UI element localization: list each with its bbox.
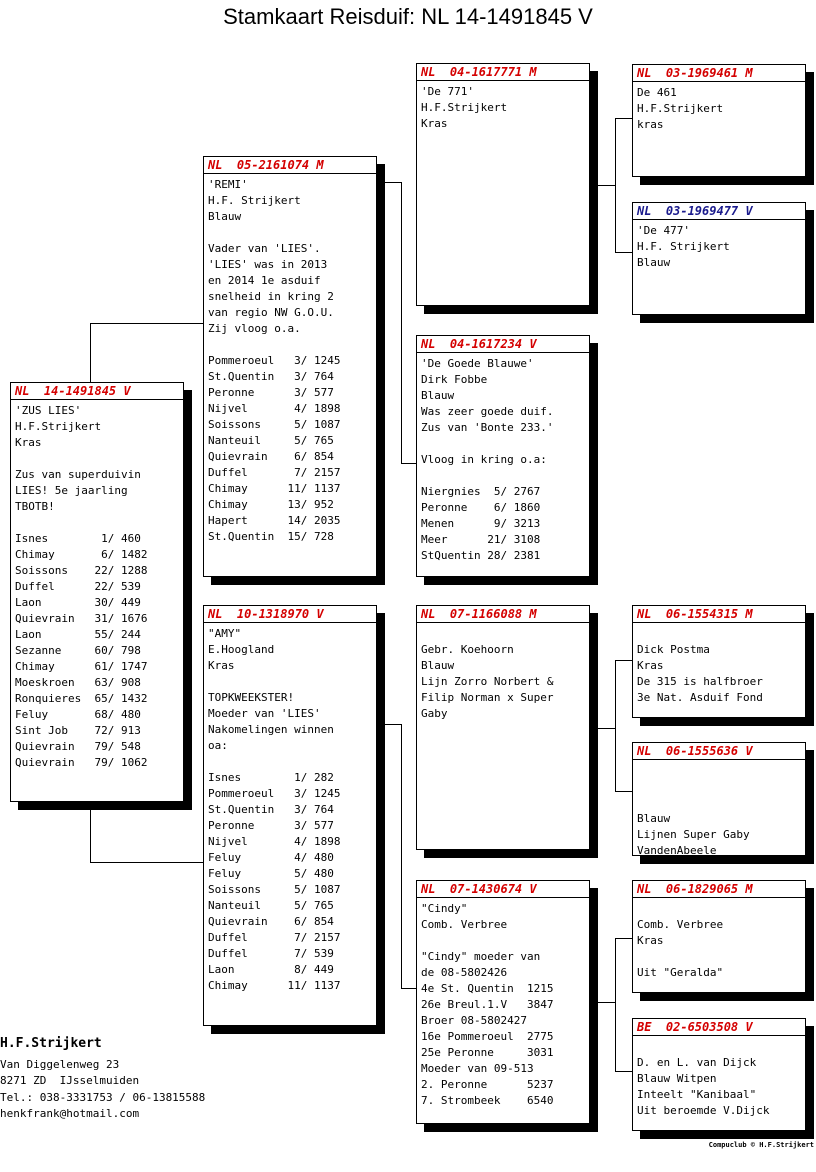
- card-line: Chimay 6/ 1482: [15, 548, 148, 561]
- card-line: Feluy 68/ 480: [15, 708, 141, 721]
- pigeon-card-father-father: [416, 63, 590, 306]
- card-line: 'REMI': [208, 178, 248, 191]
- card-line: kras: [637, 118, 664, 131]
- card-line: [15, 515, 179, 531]
- card-line: Blauw: [208, 210, 242, 223]
- card-line: Comb. Verbree: [421, 918, 508, 931]
- ring-number: NL 04-1617771 M: [417, 65, 589, 81]
- pigeon-card-mother-mother: [416, 880, 590, 1124]
- card-body: [204, 174, 376, 548]
- card-line: Ronquieres 65/ 1432: [15, 692, 148, 705]
- card-line: de 08-5802426: [421, 966, 508, 979]
- ring-number: NL 06-1555636 V: [633, 744, 805, 760]
- card-line: Quievrain 79/ 1062: [15, 756, 148, 769]
- card-line: Kras: [637, 934, 664, 947]
- card-line: Zus van 'Bonte 233.': [421, 421, 554, 434]
- card-line: Chimay 13/ 952: [208, 498, 334, 511]
- card-line: 'LIES' was in 2013: [208, 258, 328, 271]
- card-line: Hapert 14/ 2035: [208, 514, 341, 527]
- connector: [401, 182, 402, 464]
- card-line: "AMY": [208, 627, 242, 640]
- card-line: Blauw: [421, 659, 455, 672]
- card-line: Comb. Verbree: [637, 918, 724, 931]
- card-line: Quievrain 31/ 1676: [15, 612, 148, 625]
- card-line: Dirk Fobbe: [421, 373, 488, 386]
- card-body: [633, 1036, 805, 1122]
- card-line: [637, 949, 801, 965]
- pigeon-card-mmm: [632, 1018, 806, 1131]
- card-line: Nijvel 4/ 1898: [208, 402, 341, 415]
- card-line: Duffel 7/ 2157: [208, 931, 341, 944]
- card-line: 'De 477': [637, 224, 690, 237]
- card-line: Broer 08-5802427: [421, 1014, 527, 1027]
- card-line: 4e St. Quentin 1215: [421, 982, 554, 995]
- card-line: Was zeer goede duif.: [421, 405, 554, 418]
- connector: [615, 252, 632, 253]
- card-line: Chimay 61/ 1747: [15, 660, 148, 673]
- card-line: TOPKWEEKSTER!: [208, 691, 295, 704]
- card-line: [208, 337, 372, 353]
- owner-postcode: 8271 ZD IJsselmuiden: [0, 1074, 140, 1087]
- card-line: Peronne 3/ 577: [208, 386, 334, 399]
- card-line: [637, 795, 801, 811]
- card-body: [417, 353, 589, 567]
- card-line: Zij vloog o.a.: [208, 322, 301, 335]
- pigeon-card-father: [203, 156, 377, 577]
- card-line: 'De 771': [421, 85, 474, 98]
- card-line: 'ZUS LIES': [15, 404, 82, 417]
- card-line: Niergnies 5/ 2767: [421, 485, 541, 498]
- card-line: Vloog in kring o.a:: [421, 453, 547, 466]
- card-body: [633, 760, 805, 856]
- card-line: [421, 933, 585, 949]
- card-line: Uit "Geralda": [637, 966, 724, 979]
- ring-number: NL 07-1430674 V: [417, 882, 589, 898]
- card-body: [417, 898, 589, 1112]
- card-line: snelheid in kring 2: [208, 290, 334, 303]
- card-line: Zus van superduivin: [15, 468, 141, 481]
- card-line: [637, 901, 801, 917]
- ring-number: BE 02-6503508 V: [633, 1020, 805, 1036]
- card-line: 7. Strombeek 6540: [421, 1094, 554, 1107]
- card-line: Nanteuil 5/ 765: [208, 434, 334, 447]
- pigeon-card-mother: [203, 605, 377, 1026]
- card-line: [208, 674, 372, 690]
- card-line: Quievrain 6/ 854: [208, 450, 334, 463]
- card-line: Meer 21/ 3108: [421, 533, 541, 546]
- card-line: E.Hoogland: [208, 643, 275, 656]
- card-body: [633, 898, 805, 984]
- card-line: Duffel 7/ 2157: [208, 466, 341, 479]
- card-line: Quievrain 79/ 548: [15, 740, 141, 753]
- card-line: Sint Job 72/ 913: [15, 724, 141, 737]
- connector: [401, 463, 416, 464]
- card-line: H.F. Strijkert: [637, 240, 730, 253]
- card-line: 3e Nat. Asduif Fond: [637, 691, 763, 704]
- card-line: Uit beroemde V.Dijck: [637, 1104, 770, 1117]
- connector: [598, 185, 616, 186]
- card-line: Lijn Zorro Norbert &: [421, 675, 554, 688]
- connector: [615, 791, 632, 792]
- card-line: TBOTB!: [15, 500, 55, 513]
- connector: [90, 323, 203, 324]
- card-line: Peronne 3/ 577: [208, 819, 334, 832]
- card-line: [15, 451, 179, 467]
- card-line: en 2014 1e asduif: [208, 274, 321, 287]
- ring-number: NL 04-1617234 V: [417, 337, 589, 353]
- card-line: [637, 779, 801, 795]
- ring-number: NL 03-1969477 V: [633, 204, 805, 220]
- card-body: [633, 220, 805, 274]
- owner-name: H.F.Strijkert: [0, 1036, 102, 1051]
- connector: [615, 660, 632, 661]
- card-line: "Cindy" moeder van: [421, 950, 541, 963]
- ring-number: NL 14-1491845 V: [11, 384, 183, 400]
- card-line: Blauw: [637, 812, 671, 825]
- ring-number: NL 06-1829065 M: [633, 882, 805, 898]
- card-line: [637, 626, 801, 642]
- card-line: [421, 468, 585, 484]
- owner-phone: Tel.: 038-3331753 / 06-13815588: [0, 1090, 206, 1104]
- owner-address: Van Diggelenweg 23: [0, 1057, 120, 1071]
- card-body: [11, 400, 183, 774]
- card-line: Quievrain 6/ 854: [208, 915, 334, 928]
- card-body: [633, 82, 805, 136]
- card-line: [421, 626, 585, 642]
- card-line: [637, 763, 801, 779]
- card-line: Soissons 5/ 1087: [208, 418, 341, 431]
- card-line: Soissons 5/ 1087: [208, 883, 341, 896]
- card-line: [208, 225, 372, 241]
- connector: [615, 118, 632, 119]
- card-line: De 461: [637, 86, 677, 99]
- card-line: St.Quentin 3/ 764: [208, 370, 334, 383]
- card-line: Chimay 11/ 1137: [208, 979, 341, 992]
- connector: [385, 182, 402, 183]
- connector: [90, 862, 203, 863]
- pigeon-card-ffm: [632, 202, 806, 315]
- card-line: Gebr. Koehoorn: [421, 643, 514, 656]
- connector: [385, 724, 402, 725]
- card-body: [417, 81, 589, 135]
- card-line: Sezanne 60/ 798: [15, 644, 141, 657]
- card-line: 25e Peronne 3031: [421, 1046, 554, 1059]
- owner-info: [0, 1036, 205, 1123]
- card-line: Duffel 7/ 539: [208, 947, 334, 960]
- connector: [615, 1071, 632, 1072]
- card-line: 2. Peronne 5237: [421, 1078, 554, 1091]
- card-line: De 315 is halfbroer: [637, 675, 763, 688]
- pigeon-card-mfm: [632, 742, 806, 856]
- card-line: van regio NW G.O.U.: [208, 306, 334, 319]
- card-line: Peronne 6/ 1860: [421, 501, 541, 514]
- ring-number: NL 10-1318970 V: [204, 607, 376, 623]
- card-line: Inteelt "Kanibaal": [637, 1088, 757, 1101]
- card-line: Blauw: [421, 389, 455, 402]
- card-line: Lijnen Super Gaby: [637, 828, 750, 841]
- pigeon-card-mmf: [632, 880, 806, 993]
- card-line: Nijvel 4/ 1898: [208, 835, 341, 848]
- card-line: H.F.Strijkert: [637, 102, 724, 115]
- card-line: oa:: [208, 739, 228, 752]
- card-line: Filip Norman x Super: [421, 691, 554, 704]
- pigeon-card-fff: [632, 64, 806, 177]
- card-line: VandenAbeele: [637, 844, 717, 856]
- card-line: Menen 9/ 3213: [421, 517, 541, 530]
- card-line: LIES! 5e jaarling: [15, 484, 128, 497]
- card-line: [208, 754, 372, 770]
- card-line: Vader van 'LIES'.: [208, 242, 321, 255]
- card-body: [633, 623, 805, 709]
- connector: [401, 988, 416, 989]
- card-line: Blauw: [637, 256, 671, 269]
- card-line: Isnes 1/ 282: [208, 771, 334, 784]
- card-line: Gaby: [421, 707, 448, 720]
- card-line: Kras: [15, 436, 42, 449]
- card-line: [637, 1039, 801, 1055]
- card-line: StQuentin 28/ 2381: [421, 549, 541, 562]
- pigeon-card-mff: [632, 605, 806, 718]
- ring-number: NL 07-1166088 M: [417, 607, 589, 623]
- card-line: "Cindy": [421, 902, 468, 915]
- card-line: Nakomelingen winnen: [208, 723, 334, 736]
- ring-number: NL 03-1969461 M: [633, 66, 805, 82]
- card-line: Isnes 1/ 460: [15, 532, 141, 545]
- credit-text: Compuclub © H.F.Strijkert: [708, 1141, 814, 1149]
- card-line: H.F.Strijkert: [15, 420, 102, 433]
- card-line: D. en L. van Dijck: [637, 1056, 757, 1069]
- card-line: Dick Postma: [637, 643, 710, 656]
- card-line: 16e Pommeroeul 2775: [421, 1030, 554, 1043]
- card-line: St.Quentin 3/ 764: [208, 803, 334, 816]
- card-line: Soissons 22/ 1288: [15, 564, 148, 577]
- pigeon-card-main: [10, 382, 184, 802]
- card-line: Moeder van 09-513: [421, 1062, 534, 1075]
- card-line: Kras: [208, 659, 235, 672]
- connector: [598, 728, 616, 729]
- ring-number: NL 05-2161074 M: [204, 158, 376, 174]
- card-line: Nanteuil 5/ 765: [208, 899, 334, 912]
- card-line: Blauw Witpen: [637, 1072, 717, 1085]
- connector: [615, 660, 616, 792]
- card-line: Pommeroeul 3/ 1245: [208, 354, 341, 367]
- page-title: Stamkaart Reisduif: NL 14-1491845 V: [223, 4, 593, 29]
- owner-email: henkfrank@hotmail.com: [0, 1107, 140, 1120]
- connector: [90, 810, 91, 863]
- connector: [401, 724, 402, 989]
- card-line: Laon 30/ 449: [15, 596, 141, 609]
- connector: [615, 118, 616, 253]
- connector: [615, 938, 632, 939]
- card-line: Chimay 11/ 1137: [208, 482, 341, 495]
- card-line: H.F. Strijkert: [208, 194, 301, 207]
- card-line: Moeskroen 63/ 908: [15, 676, 141, 689]
- connector: [598, 1002, 616, 1003]
- card-line: Laon 8/ 449: [208, 963, 334, 976]
- connector: [90, 323, 91, 383]
- card-line: 'De Goede Blauwe': [421, 357, 534, 370]
- card-body: [204, 623, 376, 997]
- card-line: Laon 55/ 244: [15, 628, 141, 641]
- card-body: [417, 623, 589, 725]
- card-line: Kras: [421, 117, 448, 130]
- card-line: Moeder van 'LIES': [208, 707, 321, 720]
- card-line: H.F.Strijkert: [421, 101, 508, 114]
- card-line: Feluy 5/ 480: [208, 867, 334, 880]
- card-line: St.Quentin 15/ 728: [208, 530, 334, 543]
- card-line: Duffel 22/ 539: [15, 580, 141, 593]
- card-line: Pommeroeul 3/ 1245: [208, 787, 341, 800]
- pigeon-card-mother-father: [416, 605, 590, 850]
- connector: [615, 938, 616, 1072]
- card-line: Kras: [637, 659, 664, 672]
- card-line: 26e Breul.1.V 3847: [421, 998, 554, 1011]
- card-line: [421, 436, 585, 452]
- card-line: Feluy 4/ 480: [208, 851, 334, 864]
- ring-number: NL 06-1554315 M: [633, 607, 805, 623]
- pigeon-card-father-mother: [416, 335, 590, 577]
